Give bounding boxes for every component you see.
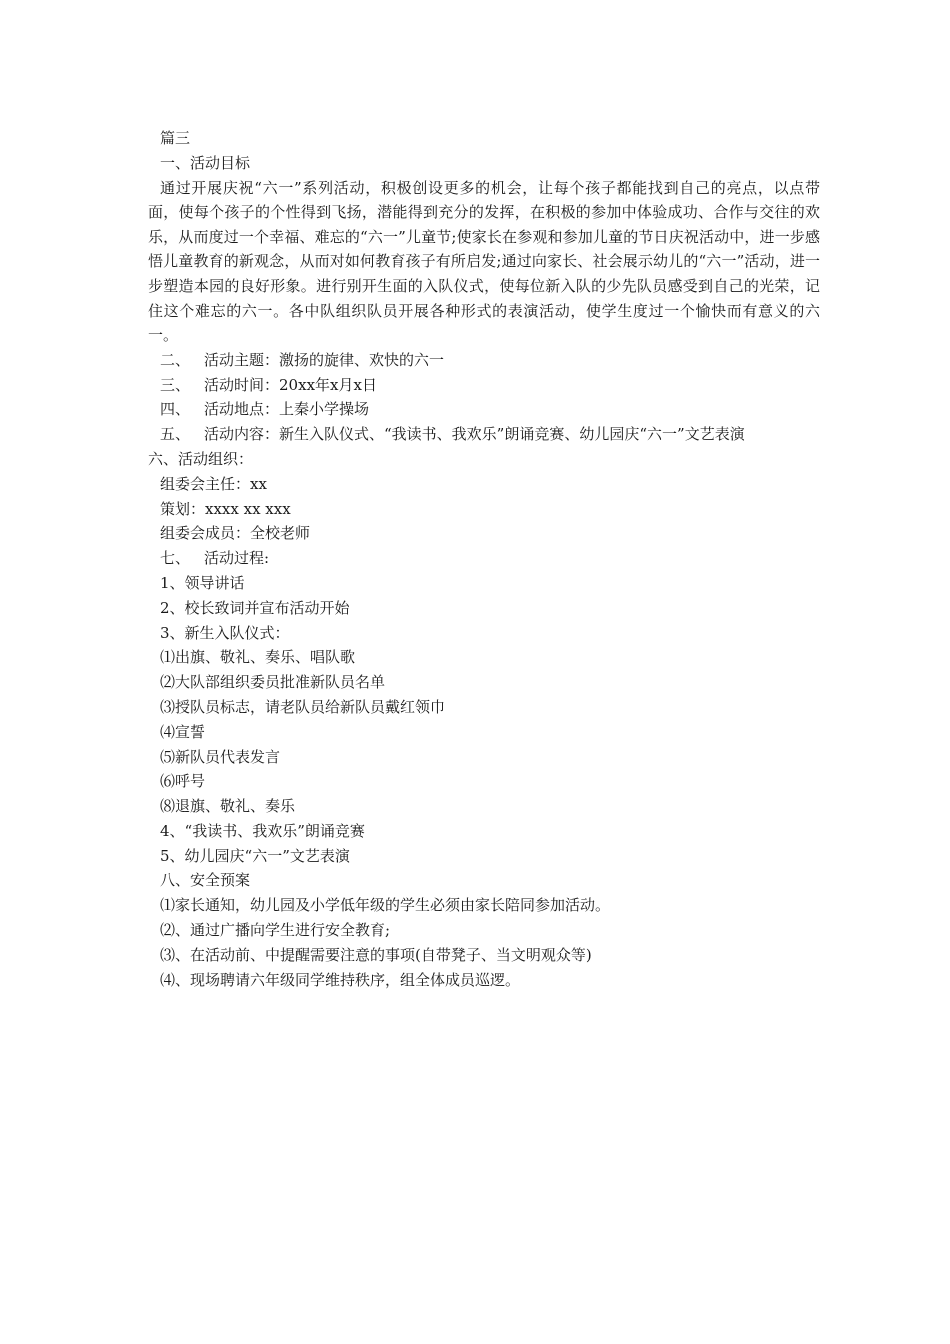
process-step: 1、领导讲话 bbox=[160, 573, 245, 592]
section-title: 篇三 bbox=[160, 129, 191, 147]
document-body bbox=[148, 126, 820, 992]
safety-item: ⑷、现场聘请六年级同学维持秩序，组全体成员巡逻。 bbox=[160, 970, 521, 989]
safety-item: ⑵、通过广播向学生进行安全教育; bbox=[160, 921, 391, 940]
item-theme-number: 二、 bbox=[160, 350, 191, 369]
process-step: 4、“我读书、我欢乐”朗诵竞赛 bbox=[160, 821, 365, 840]
process-step: 5、幼儿园庆“六一”文艺表演 bbox=[160, 846, 350, 865]
heading-process bbox=[148, 546, 820, 571]
item-theme-text: 活动主题：激扬的旋律、欢快的六一 bbox=[204, 350, 445, 369]
item-location-number: 四、 bbox=[160, 400, 191, 419]
heading-process-number: 七、 bbox=[160, 549, 191, 568]
heading-organization: 六、活动组织： bbox=[148, 449, 254, 468]
item-location bbox=[148, 397, 820, 422]
process-substep: ⑵大队部组织委员批准新队员名单 bbox=[160, 673, 386, 692]
item-location-text: 活动地点：上秦小学操场 bbox=[204, 400, 370, 419]
org-director: 组委会主任：xx bbox=[160, 474, 267, 493]
item-time-number: 三、 bbox=[160, 375, 191, 394]
process-step: 3、新生入队仪式： bbox=[160, 623, 290, 642]
process-step: 2、校长致词并宣布活动开始 bbox=[160, 598, 350, 617]
process-substep: ⑶授队员标志，请老队员给新队员戴红领巾 bbox=[160, 697, 446, 716]
process-substep: ⑴出旗、敬礼、奏乐、唱队歌 bbox=[160, 648, 356, 667]
item-content-number: 五、 bbox=[160, 425, 191, 444]
process-substep: ⑸新队员代表发言 bbox=[160, 747, 281, 766]
process-substep: ⑻退旗、敬礼、奏乐 bbox=[160, 797, 296, 816]
item-theme bbox=[148, 348, 820, 373]
item-time bbox=[148, 373, 820, 398]
safety-item: ⑶、在活动前、中提醒需要注意的事项(自带凳子、当文明观众等) bbox=[160, 945, 592, 964]
item-time-text: 活动时间：20xx年x月x日 bbox=[204, 375, 377, 394]
heading-process-text: 活动过程: bbox=[204, 549, 270, 568]
goal-paragraph: 通过开展庆祝“六一”系列活动，积极创设更多的机会，让每个孩子都能找到自己的亮点，以点带面，使每个孩子的个性得到飞扬，潜能得到充分的发挥，在积极的参加中体验成功、合作与交往的欢乐，从而度过一个幸福、难忘的“六一”儿童节;使家长在参观和参加儿童的节日庆祝活动中，进一步感悟儿童教育的新观念，从而对如何教育孩子有所启发;通过向家长、社会展示幼儿的“六一”活动，进一步塑造本园的良好形象。进行别开生面的入队仪式，使每位新入队的少先队员感受到自己的光荣，记住这个难忘的六一。各中队组织队员开展各种形式的表演活动，使学生度过一个愉快而有意义的六一。 bbox=[148, 178, 820, 345]
safety-item: ⑴家长通知，幼儿园及小学低年级的学生必须由家长陪同参加活动。 bbox=[160, 896, 611, 915]
process-substep: ⑷宣誓 bbox=[160, 722, 206, 741]
item-content bbox=[148, 422, 820, 447]
process-substep: ⑹呼号 bbox=[160, 772, 206, 791]
heading-safety: 八、安全预案 bbox=[160, 871, 251, 890]
org-members: 组委会成员：全校老师 bbox=[160, 524, 311, 543]
item-content-text: 活动内容：新生入队仪式、“我读书、我欢乐”朗诵竞赛、幼儿园庆“六一”文艺表演 bbox=[204, 425, 745, 444]
org-planner: 策划：xxxx xx xxx bbox=[160, 499, 291, 518]
heading-goals: 一、活动目标 bbox=[160, 153, 251, 172]
